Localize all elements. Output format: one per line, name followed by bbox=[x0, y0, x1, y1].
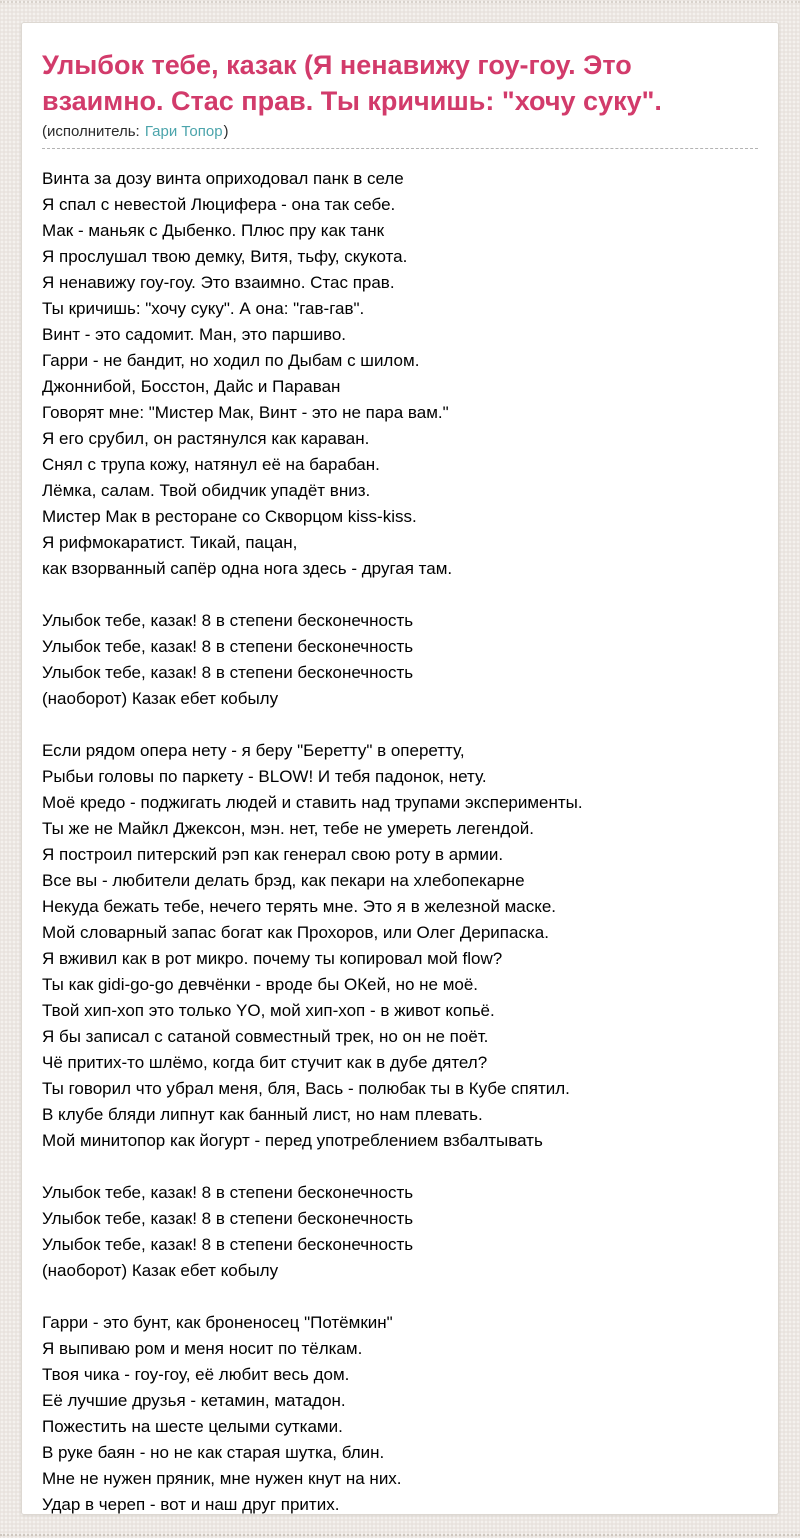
stanza bbox=[42, 1310, 758, 1515]
artist-label-prefix: (исполнитель: bbox=[42, 123, 140, 140]
song-title: Улыбок тебе, казак (Я ненавижу гоу-гоу. Это взаимно. Стас прав. Ты кричишь: "хочу суку". bbox=[42, 50, 662, 116]
lyric-line: Я спал с невестой Люцифера - она так себе. bbox=[42, 195, 396, 214]
stanza bbox=[42, 738, 758, 1154]
lyric-line: Я построил питерский рэп как генерал свою роту в армии. bbox=[42, 845, 504, 864]
lyric-line: В руке баян - но не как старая шутка, блин. bbox=[42, 1443, 385, 1462]
top-edge-dotted-divider bbox=[0, 1, 800, 3]
stanza bbox=[42, 1180, 758, 1284]
lyrics bbox=[42, 166, 758, 1515]
lyric-line: Я рифмокаратист. Тикай, пацан, bbox=[42, 533, 298, 552]
lyric-line: Винта за дозу винта оприходовал панк в селе bbox=[42, 169, 404, 188]
lyric-line: Джоннибой, Босстон, Дайс и Параван bbox=[42, 377, 341, 396]
stanza bbox=[42, 608, 758, 712]
lyric-line: Мистер Мак в ресторане со Скворцом kiss-kiss. bbox=[42, 507, 417, 526]
lyric-line: Чё притих-то шлёмо, когда бит стучит как в дубе дятел? bbox=[42, 1053, 488, 1072]
lyric-line: Говорят мне: "Мистер Мак, Винт - это не пара вам." bbox=[42, 403, 449, 422]
lyric-line: Я его срубил, он растянулся как караван. bbox=[42, 429, 370, 448]
lyric-line: Её лучшие друзья - кетамин, матадон. bbox=[42, 1391, 346, 1410]
lyric-line: Твоя чика - гоу-гоу, её любит весь дом. bbox=[42, 1365, 350, 1384]
lyric-line: Некуда бежать тебе, нечего терять мне. Это я в железной маске. bbox=[42, 897, 557, 916]
lyric-line: Улыбок тебе, казак! 8 в степени бесконечность bbox=[42, 611, 414, 630]
artist-label-suffix: ) bbox=[223, 123, 229, 140]
lyric-line: Я выпиваю ром и меня носит по тёлкам. bbox=[42, 1339, 363, 1358]
lyric-line: Улыбок тебе, казак! 8 в степени бесконечность bbox=[42, 663, 414, 682]
lyric-line: Лёмка, салам. Твой обидчик упадёт вниз. bbox=[42, 481, 371, 500]
bottom-edge-dotted-divider bbox=[0, 1534, 800, 1536]
lyric-line: В клубе бляди липнут как банный лист, но нам плевать. bbox=[42, 1105, 483, 1124]
lyric-line: Мак - маньяк с Дыбенко. Плюс пру как танк bbox=[42, 221, 385, 240]
lyric-line: Мой словарный запас богат как Прохоров, или Олег Дерипаска. bbox=[42, 923, 549, 942]
lyric-line: (наоборот) Казак ебет кобылу bbox=[42, 1261, 279, 1280]
lyric-line: Ты же не Майкл Джексон, мэн. нет, тебе не умереть легендой. bbox=[42, 819, 534, 838]
lyric-line: Ты кричишь: "хочу суку". А она: "гав-гав". bbox=[42, 299, 365, 318]
lyric-line: Все вы - любители делать брэд, как пекари на хлебопекарне bbox=[42, 871, 525, 890]
lyric-line: Я бы записал с сатаной совместный трек, но он не поёт. bbox=[42, 1027, 489, 1046]
lyric-line: Гарри - не бандит, но ходил по Дыбам с шилом. bbox=[42, 351, 420, 370]
lyric-line: Твой хип-хоп это только YO, мой хип-хоп - в живот копьё. bbox=[42, 1001, 495, 1020]
header-dashed-separator bbox=[42, 148, 758, 149]
lyric-line: Мне не нужен пряник, мне нужен кнут на них. bbox=[42, 1469, 402, 1488]
lyric-line: Пожестить на шесте целыми сутками. bbox=[42, 1417, 343, 1436]
lyric-line: Улыбок тебе, казак! 8 в степени бесконечность bbox=[42, 1183, 414, 1202]
lyric-line: Моё кредо - поджигать людей и ставить над трупами эксперименты. bbox=[42, 793, 583, 812]
lyric-line: Я вживил как в рот микро. почему ты копировал мой flow? bbox=[42, 949, 503, 968]
lyric-line: Рыбьи головы по паркету - BLOW! И тебя падонок, нету. bbox=[42, 767, 487, 786]
lyric-line: как взорванный сапёр одна нога здесь - другая там. bbox=[42, 559, 453, 578]
lyric-line: Мой минитопор как йогурт - перед употреблением взбалтывать bbox=[42, 1131, 543, 1150]
lyric-line: Винт - это садомит. Ман, это паршиво. bbox=[42, 325, 347, 344]
lyrics-card bbox=[21, 22, 779, 1515]
lyric-line: (наоборот) Казак ебет кобылу bbox=[42, 689, 279, 708]
lyric-line: Ты как gidi-go-go девчёнки - вроде бы ОКей, но не моё. bbox=[42, 975, 479, 994]
lyric-line: Удар в череп - вот и наш друг притих. bbox=[42, 1495, 340, 1514]
lyric-line: Улыбок тебе, казак! 8 в степени бесконечность bbox=[42, 1235, 414, 1254]
lyric-line: Гарри - это бунт, как броненосец "Потёмкин" bbox=[42, 1313, 393, 1332]
lyric-line: Ты говорил что убрал меня, бля, Вась - полюбак ты в Кубе спятил. bbox=[42, 1079, 570, 1098]
artist-link[interactable]: Гари Топор bbox=[144, 123, 223, 140]
lyric-line: Если рядом опера нету - я беру "Беретту" в оперетту, bbox=[42, 741, 465, 760]
lyric-line: Я прослушал твою демку, Витя, тьфу, скукота. bbox=[42, 247, 408, 266]
lyric-line: Улыбок тебе, казак! 8 в степени бесконечность bbox=[42, 637, 414, 656]
stanza bbox=[42, 166, 758, 582]
lyric-line: Снял с трупа кожу, натянул её на барабан. bbox=[42, 455, 380, 474]
artist-line bbox=[42, 122, 758, 141]
lyric-line: Я ненавижу гоу-гоу. Это взаимно. Стас прав. bbox=[42, 273, 395, 292]
lyric-line: Улыбок тебе, казак! 8 в степени бесконечность bbox=[42, 1209, 414, 1228]
